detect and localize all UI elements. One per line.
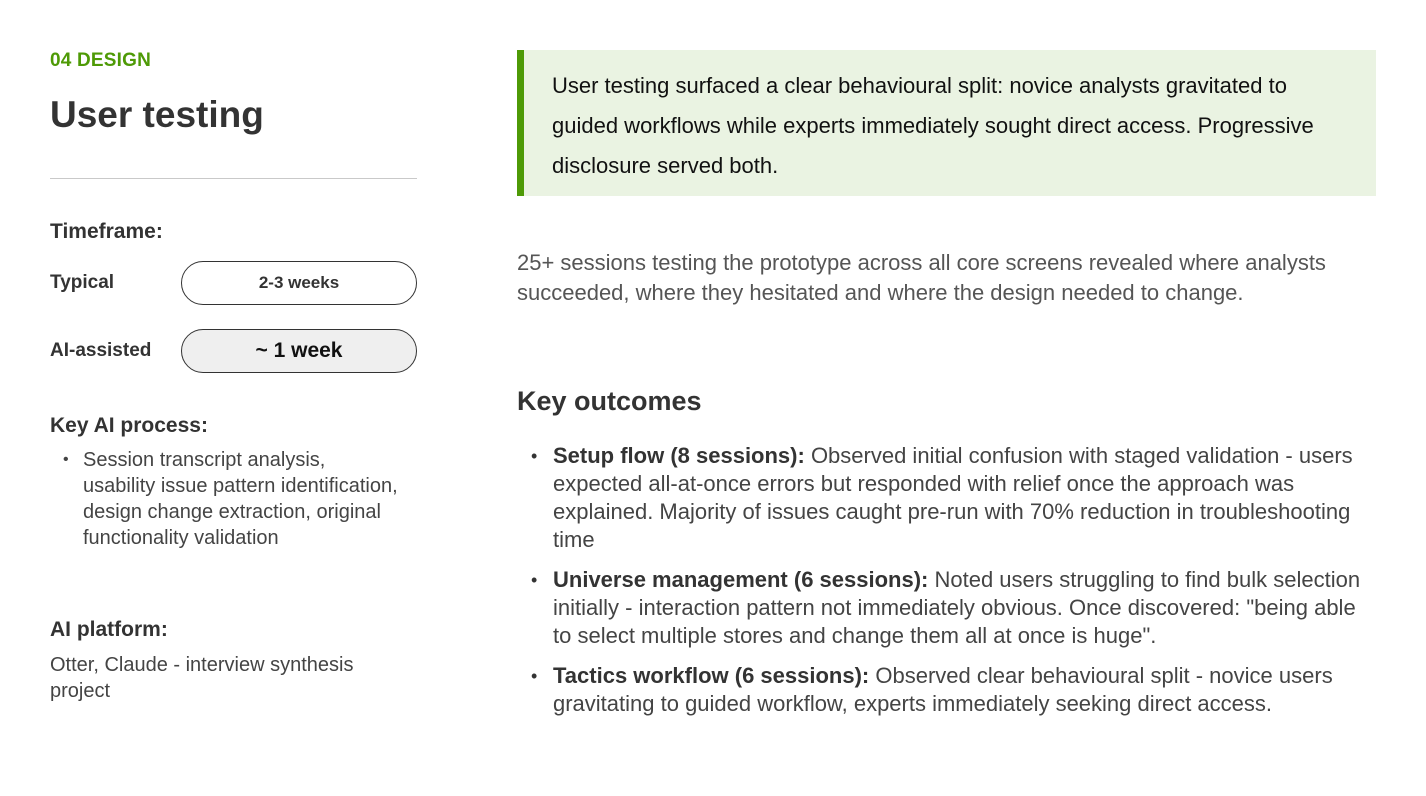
outcome-lead: Tactics workflow (6 sessions): [553, 663, 870, 688]
timeframe-typical-row [50, 261, 417, 305]
key-ai-process-heading: Key AI process: [50, 414, 208, 437]
section-label: 04 DESIGN [50, 50, 152, 71]
timeframe-ai-row [50, 329, 417, 373]
outcome-item [531, 662, 1376, 718]
ai-platform-heading: AI platform: [50, 618, 168, 641]
outcome-lead: Setup flow (8 sessions): [553, 443, 805, 468]
ai-assisted-duration-pill: ~ 1 week [181, 329, 417, 373]
outcome-lead: Universe management (6 sessions): [553, 567, 929, 592]
outcome-text: Observed initial confusion with staged validation - users expected all-at-once errors but responded with relief once the approach was explained. Majority of issues caught pre-run with 70% reduction in troubleshooting time [553, 443, 1353, 552]
outcome-text: Observed clear behavioural split - novice users gravitating to guided workflow, experts immediately seeking direct access. [553, 663, 1333, 716]
typical-label: Typical [50, 272, 115, 293]
intro-paragraph: 25+ sessions testing the prototype across all core screens revealed where analysts succeeded, where they hesitated and where the design needed to change. [517, 250, 1326, 305]
page-title: User testing [50, 94, 264, 135]
key-outcomes-heading: Key outcomes [517, 386, 702, 416]
typical-duration-pill: 2-3 weeks [181, 261, 417, 305]
list-item: • Session transcript analysis, usability issue pattern identification, design change extraction, original functionality validation [63, 447, 403, 551]
outcome-text: Noted users struggling to find bulk selection initially - interaction pattern not immediately obvious. Once discovered: "being able to select multiple stores and change them all at once is huge". [553, 567, 1361, 648]
ai-platform-text: Otter, Claude - interview synthesis project [50, 654, 354, 702]
key-ai-process-list [63, 447, 403, 551]
outcome-item [531, 566, 1376, 650]
key-outcomes-list [531, 442, 1376, 730]
highlight-quote: User testing surfaced a clear behavioural split: novice analysts gravitated to guided workflows while experts immediately sought direct access. Progressive disclosure served both. [517, 50, 1376, 196]
outcome-item [531, 442, 1376, 554]
divider [50, 178, 417, 179]
timeframe-heading: Timeframe: [50, 220, 163, 243]
ai-assisted-label: AI-assisted [50, 340, 152, 361]
